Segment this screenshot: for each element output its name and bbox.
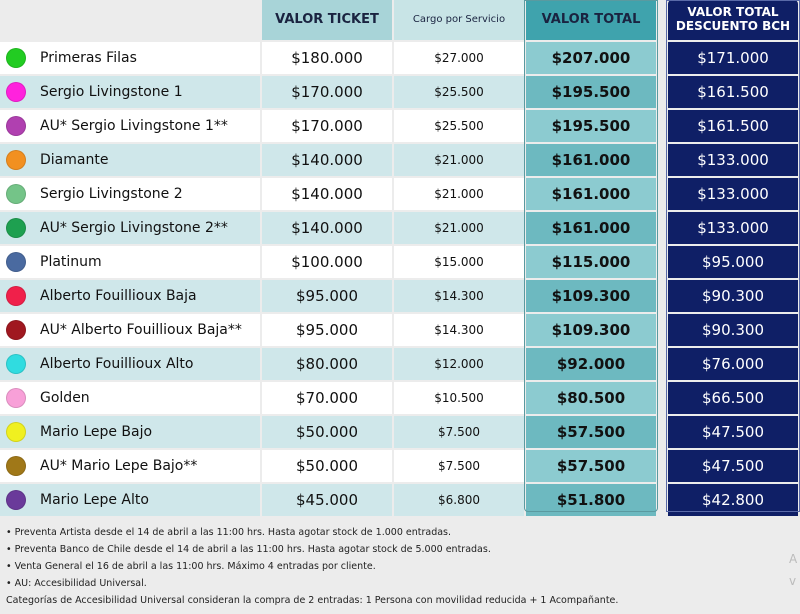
zone-name: Alberto Fouillioux Baja xyxy=(40,288,197,304)
zone-color-dot xyxy=(6,184,26,204)
service-fee: $27.000 xyxy=(394,42,524,74)
footnote: Categorías de Accesibilidad Universal consideran la compra de 2 entradas: 1 Persona con movilidad reducida + 1 Acompañante. xyxy=(6,595,619,606)
zone-cell xyxy=(0,76,260,108)
total-price: $57.500 xyxy=(526,416,656,448)
service-fee: $21.000 xyxy=(394,212,524,244)
total-price: $195.500 xyxy=(526,110,656,142)
discount-price: $90.300 xyxy=(668,280,798,312)
zone-cell xyxy=(0,450,260,482)
zone-name: Platinum xyxy=(40,254,102,270)
zone-cell xyxy=(0,246,260,278)
footnote: • Venta General el 16 de abril a las 11:00 hrs. Máximo 4 entradas por cliente. xyxy=(6,561,376,572)
service-fee: $7.500 xyxy=(394,416,524,448)
table-row xyxy=(0,144,660,176)
ticket-price: $50.000 xyxy=(262,450,392,482)
service-fee: $25.500 xyxy=(394,110,524,142)
zone-name: Diamante xyxy=(40,152,109,168)
zone-cell xyxy=(0,178,260,210)
table-row xyxy=(0,178,660,210)
zone-color-dot xyxy=(6,320,26,340)
zone-name: Mario Lepe Bajo xyxy=(40,424,153,440)
total-price: $57.500 xyxy=(526,450,656,482)
zone-cell xyxy=(0,416,260,448)
ticket-price: $140.000 xyxy=(262,178,392,210)
ticket-price: $100.000 xyxy=(262,246,392,278)
discount-price: $133.000 xyxy=(668,212,798,244)
service-fee: $15.000 xyxy=(394,246,524,278)
table-row xyxy=(0,212,660,244)
total-price: $109.300 xyxy=(526,280,656,312)
table-row xyxy=(0,110,660,142)
discount-price: $171.000 xyxy=(668,42,798,74)
total-price: $195.500 xyxy=(526,76,656,108)
discount-price: $76.000 xyxy=(668,348,798,380)
ticket-price: $95.000 xyxy=(262,314,392,346)
table-row xyxy=(0,42,660,74)
service-fee: $6.800 xyxy=(394,484,524,516)
discount-price: $66.500 xyxy=(668,382,798,414)
zone-name: AU* Sergio Livingstone 2** xyxy=(40,220,228,236)
ticket-price: $170.000 xyxy=(262,76,392,108)
table-row xyxy=(0,450,660,482)
zone-color-dot xyxy=(6,388,26,408)
ticket-price: $45.000 xyxy=(262,484,392,516)
discount-price: $161.500 xyxy=(668,76,798,108)
table-row xyxy=(0,484,660,516)
service-fee: $10.500 xyxy=(394,382,524,414)
discount-price: $95.000 xyxy=(668,246,798,278)
ticket-price: $80.000 xyxy=(262,348,392,380)
table-row xyxy=(0,280,660,312)
table-row xyxy=(0,76,660,108)
discount-price: $42.800 xyxy=(668,484,798,516)
footnote: • Preventa Banco de Chile desde el 14 de abril a las 11:00 hrs. Hasta agotar stock de 5.000 entradas. xyxy=(6,544,491,555)
zone-color-dot xyxy=(6,82,26,102)
footnote: • AU: Accesibilidad Universal. xyxy=(6,578,147,589)
header-cargo-servicio: Cargo por Servicio xyxy=(394,0,524,40)
zone-color-dot xyxy=(6,218,26,238)
zone-name: Golden xyxy=(40,390,90,406)
ticket-price: $50.000 xyxy=(262,416,392,448)
zone-cell xyxy=(0,144,260,176)
zone-name: Alberto Fouillioux Alto xyxy=(40,356,194,372)
ticket-price: $140.000 xyxy=(262,144,392,176)
zone-name: AU* Mario Lepe Bajo** xyxy=(40,458,198,474)
zone-name: AU* Alberto Fouillioux Baja** xyxy=(40,322,242,338)
discount-price: $161.500 xyxy=(668,110,798,142)
total-price: $109.300 xyxy=(526,314,656,346)
service-fee: $25.500 xyxy=(394,76,524,108)
total-price: $161.000 xyxy=(526,212,656,244)
zone-color-dot xyxy=(6,422,26,442)
zone-color-dot xyxy=(6,456,26,476)
zone-cell xyxy=(0,110,260,142)
service-fee: $14.300 xyxy=(394,314,524,346)
cut-off-text: A xyxy=(789,552,798,566)
ticket-price: $140.000 xyxy=(262,212,392,244)
footnotes xyxy=(6,524,786,609)
zone-name: Primeras Filas xyxy=(40,50,137,66)
table-row xyxy=(0,246,660,278)
ticket-price: $180.000 xyxy=(262,42,392,74)
footnote: • Preventa Artista desde el 14 de abril a las 11:00 hrs. Hasta agotar stock de 1.000 entradas. xyxy=(6,527,452,538)
zone-color-dot xyxy=(6,252,26,272)
total-price: $80.500 xyxy=(526,382,656,414)
zone-color-dot xyxy=(6,48,26,68)
total-price: $161.000 xyxy=(526,178,656,210)
discount-price: $90.300 xyxy=(668,314,798,346)
zone-cell xyxy=(0,42,260,74)
zone-cell xyxy=(0,212,260,244)
total-price: $161.000 xyxy=(526,144,656,176)
zone-name: Sergio Livingstone 1 xyxy=(40,84,183,100)
header-valor-total-descuento: VALOR TOTAL DESCUENTO BCH xyxy=(668,0,798,40)
cut-off-text: v xyxy=(789,574,797,588)
discount-price: $47.500 xyxy=(668,416,798,448)
zone-cell xyxy=(0,314,260,346)
service-fee: $14.300 xyxy=(394,280,524,312)
header-valor-total: VALOR TOTAL xyxy=(526,0,656,40)
service-fee: $12.000 xyxy=(394,348,524,380)
table-row xyxy=(0,314,660,346)
zone-color-dot xyxy=(6,116,26,136)
total-price: $92.000 xyxy=(526,348,656,380)
header-valor-ticket: VALOR TICKET xyxy=(262,0,392,40)
ticket-price: $95.000 xyxy=(262,280,392,312)
zone-color-dot xyxy=(6,286,26,306)
discount-price: $47.500 xyxy=(668,450,798,482)
zone-name: AU* Sergio Livingstone 1** xyxy=(40,118,228,134)
ticket-price: $170.000 xyxy=(262,110,392,142)
zone-color-dot xyxy=(6,490,26,510)
total-price: $115.000 xyxy=(526,246,656,278)
zone-name: Sergio Livingstone 2 xyxy=(40,186,183,202)
total-price: $207.000 xyxy=(526,42,656,74)
service-fee: $21.000 xyxy=(394,178,524,210)
zone-cell xyxy=(0,382,260,414)
zone-cell xyxy=(0,484,260,516)
zone-cell xyxy=(0,280,260,312)
ticket-price: $70.000 xyxy=(262,382,392,414)
discount-price: $133.000 xyxy=(668,144,798,176)
zone-cell xyxy=(0,348,260,380)
zone-color-dot xyxy=(6,150,26,170)
table-row xyxy=(0,382,660,414)
discount-price: $133.000 xyxy=(668,178,798,210)
zone-color-dot xyxy=(6,354,26,374)
service-fee: $21.000 xyxy=(394,144,524,176)
service-fee: $7.500 xyxy=(394,450,524,482)
zone-name: Mario Lepe Alto xyxy=(40,492,149,508)
table-row xyxy=(0,416,660,448)
total-price: $51.800 xyxy=(526,484,656,516)
table-row xyxy=(0,348,660,380)
